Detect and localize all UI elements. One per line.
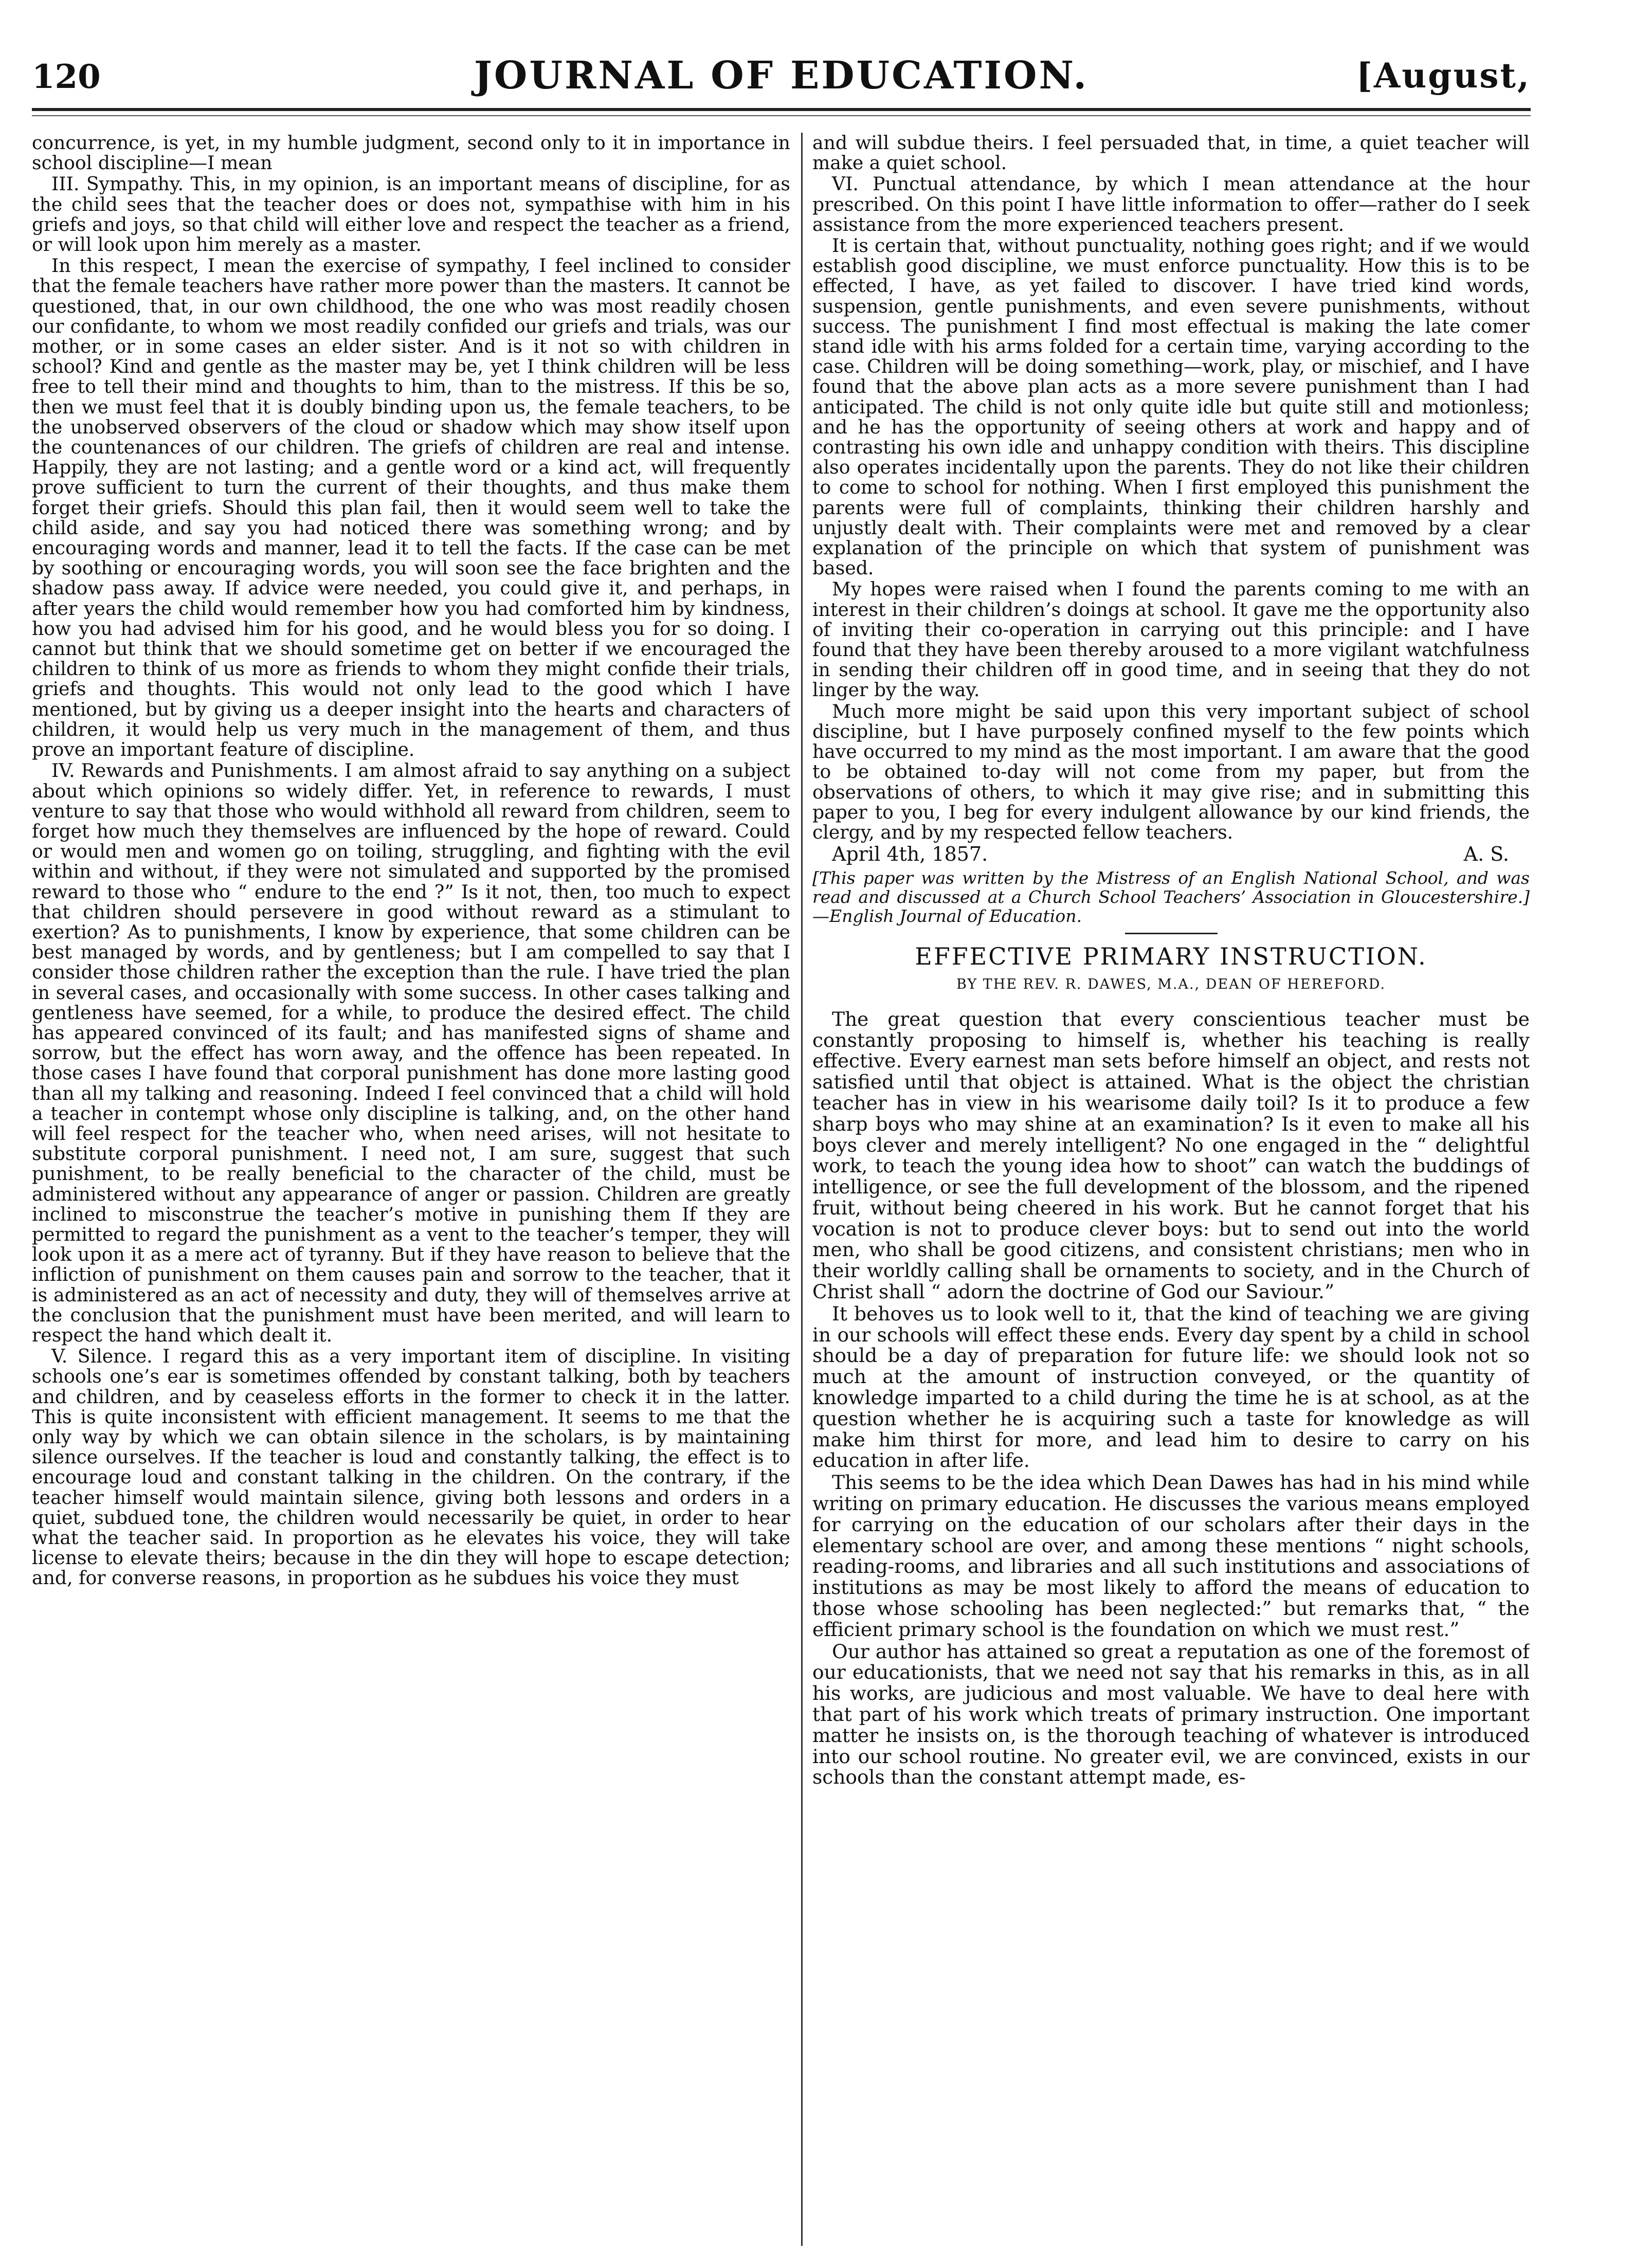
page-number: 120 bbox=[32, 58, 101, 96]
paragraph-silence: V. Silence. I regard this as a very important item of discipline. In visiting schools one’s ear is sometimes offended by constant talking, both by teachers and children, and by ceaseless efforts in the former to check it in the latter. This is quite inconsistent with efficient management. It seems to me that the only way by which we can obtain silence in the scholars, is by maintaining silence ourselves. If the teacher is loud and constantly talking, the effect is to encourage loud and constant talking in the children. On the contrary, if the teacher himself would maintain silence, giving both lessons and orders in a quiet, subdued tone, the children would necessarily be quiet, in order to hear what the teacher said. In proportion as he elevates his voice, they will take license to elevate theirs; because in the din they will hope to escape detection; and, for converse reasons, in proportion as he subdues his voice they must bbox=[32, 1345, 790, 1589]
page-header bbox=[32, 46, 1531, 103]
article-body bbox=[812, 1009, 1530, 1788]
letter-date: April 4th, 1857. bbox=[832, 843, 988, 866]
paragraph: My hopes were raised when I found the parents coming to me with an interest in their children’s doings at school. It gave me the opportunity also of inviting their co-operation in carrying out this principle: and I have found that they have been thereby aroused to a more vigilant watchfulness in sending their children off in good time, and in seeing that they do not linger by the way. bbox=[812, 578, 1530, 701]
paragraph-sympathy: III. Sympathy. This, in my opinion, is an important means of discipline, for as the child sees that the teacher does or does not, sympathise with him in his griefs and joys, so that child will either love and respect the teacher as a friend, or will look upon him merely as a master. bbox=[32, 173, 790, 256]
paragraph: Much more might be said upon this very important subject of school discipline, but I have purposely confined myself to the few points which have occurred to my mind as the most important. I am aware that the good to be obtained to-day will not come from my paper, but from the observations of others, to which it may give rise; and in submitting this paper to you, I beg for every indulgent allowance by our kind friends, the clergy, and by my respected fellow teachers. bbox=[812, 700, 1530, 843]
paragraph: It behoves us to look well to it, that the kind of teaching we are giving in our schools will effect these ends. Every day spent by a child in school should be a day of preparation for future life: we should look not so much at the amount of instruction conveyed, or the quantity of knowledge imparted to a child during the time he is at school, as at the question whether he is acquiring such a taste for knowledge as will make him thirst for more, and lead him to desire to carry on his education in after life. bbox=[812, 1302, 1530, 1472]
right-column bbox=[812, 133, 1530, 2246]
header-rule-thin bbox=[32, 115, 1531, 116]
journal-title: JOURNAL OF EDUCATION. bbox=[474, 53, 1089, 98]
left-column bbox=[32, 133, 790, 2246]
paragraph: and will subdue theirs. I feel persuaded that, in time, a quiet teacher will make a quiet school. bbox=[812, 133, 1530, 174]
column-divider bbox=[801, 133, 803, 2246]
editorial-note: [This paper was written by the Mistress of an English National School, and was read and discussed at a Church School Teachers’ Association in Gloucestershire.]—English Journal of Education. bbox=[812, 868, 1530, 927]
section-divider bbox=[1125, 933, 1218, 934]
issue-month: [August, bbox=[1356, 56, 1531, 96]
paragraph: Our author has attained so great a reputation as one of the foremost of our educationists, that we need not say that his remarks in this, as in all his works, are judicious and most valuable. We have to deal here with that part of his work which treats of primary instruction. One important matter he insists on, is the thorough teaching of whatever is introduced into our school routine. No greater evil, we are convinced, exists in our schools than the constant attempt made, es- bbox=[812, 1640, 1530, 1789]
paragraph: concurrence, is yet, in my humble judgment, second only to it in importance in school discipline—I mean bbox=[32, 133, 790, 174]
article-byline: BY THE REV. R. DAWES, M.A., DEAN OF HEREFORD. bbox=[956, 976, 1386, 992]
paragraph: It is certain that, without punctuality, nothing goes right; and if we would establish good discipline, we must enforce punctuality. How this is to be effected, I have, as yet failed to discover. I have tried kind words, suspension, gentle punishments, and even severe punishments, without success. The punishment I find most effectual is making the late comer stand idle with his arms folded for a certain time, varying according to the case. Children will be doing something—work, play, or mischief, and I have found that the above plan acts as a more severe punishment than I had anticipated. The child is not only quite idle but quite still and motionless; and he has the opportunity of seeing others at work and happy and of contrasting his own idle and unhappy condition with theirs. This discipline also operates incidentally upon the parents. They do not like their children to come to school for nothing. When I first employed this punishment the parents were full of complaints, thinking their children harshly and unjustly dealt with. Their complaints were met and removed by a clear explanation of the principle on which that system of punishment was based. bbox=[812, 234, 1530, 579]
paragraph-punctual-attendance: VI. Punctual attendance, by which I mean attendance at the hour prescribed. On this point I have little information to offer—rather do I seek assistance from the more experienced teachers present. bbox=[812, 173, 1530, 235]
author-signature: A. S. bbox=[1463, 843, 1509, 866]
paragraph-rewards-punishments: IV. Rewards and Punishments. I am almost afraid to say anything on a subject about which opinions so widely differ. Yet, in reference to rewards, I must venture to say that those who would withhold all reward from children, seem to forget how much they themselves are influenced by the hope of reward. Could or would men and women go on toiling, struggling, and fighting with the evil within and without, if they were not simulated and supported by the promised reward to those who “ endure to the end ?” Is it not, then, too much to expect that children should persevere in good without reward as a stimulant to exertion? As to punishments, I know by experience, that some children can be best managed by words, and by gentleness; but I am compelled to say that I consider those children rather the exception than the rule. I have tried the plan in several cases, and occasionally with some success. In other cases talking and gentleness have seemed, for a while, to produce the desired effect. The child has appeared convinced of its fault; and has manifested signs of shame and sorrow, but the effect has worn away, and the offence has been repeated. In those cases I have found that corporal punishment has done more lasting good than all my talking and reasoning. Indeed I feel convinced that a child will hold a teacher in contempt whose only discipline is talking, and, on the other hand will feel respect for the teacher who, when need arises, will not hesitate to substitute corporal punishment. I need not, I am sure, suggest that such punishment, to be really beneficial to the character of the child, must be administered without any appearance of anger or passion. Children are greatly inclined to misconstrue the teacher’s motive in punishing them If they are permitted to regard the punishment as a vent to the teacher’s temper, they will look upon it as a mere act of tyranny. But if they have reason to believe that the infliction of punishment on them causes pain and sorrow to the teacher, that it is administered as an act of necessity and duty, they will of themselves arrive at the conclusion that the punishment must have been merited, and will learn to respect the hand which dealt it. bbox=[32, 759, 790, 1346]
paragraph: In this respect, I mean the exercise of sympathy, I feel inclined to consider that the female teachers have rather more power than the masters. It cannot be questioned, that, in our own childhood, the one who was most readily chosen our confidante, to whom we most readily confided our griefs and trials, was our mother, or in some cases an elder sister. And is it not so with children in school? Kind and gentle as the master may be, yet I think children will be less free to tell their mind and thoughts to him, than to the mistress. If this be so, then we must feel that it is doubly binding upon us, the female teachers, to be the unobserved observers of the cloud or shadow which may show itself upon the countenances of our children. The griefs of children are real and intense. Happily, they are not lasting; and a gentle word or a kind act, will frequently prove sufficient to turn the current of their thoughts, and thus make them forget their griefs. Should this plan fail, then it would seem well to take the child aside, and say you had noticed there was something wrong; and by encouraging words and manner, lead it to tell the facts. If the case can be met by soothing or encouraging words, you will soon see the face brighten and the shadow pass away. If advice were needed, you could give it, and perhaps, in after years the child would remember how you had comforted him by kindness, how you had advised him for his good, and he would bless you for so doing. I cannot but think that we should sometime get on better if we encouraged the children to think of us more as friends to whom they might confide their trials, griefs and thoughts. This would not only lead to the good which I have mentioned, but by giving us a deeper insight into the hearts and characters of children, it would help us very much in the management of them, and thus prove an important feature of discipline. bbox=[32, 255, 790, 761]
paragraph: The great question that every conscientious teacher must be constantly proposing to himself is, whether his teaching is really effective. Every earnest man sets before himself an object, and rests not satisfied until that object is attained. What is the object the christian teacher has in view in his wearisome daily toil? Is it to produce a few sharp boys who may shine at an examination? Is it even to make all his boys clever and merely intelligent? No one engaged in the “ delightful work, to teach the young idea how to shoot” can watch the buddings of intelligence, or see the full development of the blossom, and the ripened fruit, without being cheered in his work. But he cannot forget that his vocation is not to produce clever boys: but to send out into the world men, who shall be good citizens, and consistent christians; men who in their worldly calling shall be ornaments to society, and in the Church of Christ shall “ adorn the doctrine of God our Saviour.” bbox=[812, 1007, 1530, 1303]
paragraph: This seems to be the idea which Dean Dawes has had in his mind while writing on primary education. He discusses the various means employed for carrying on the education of our scholars after their days in the elementary school are over, and among these mentions “ night schools, reading-rooms, and libraries and all such institutions and associations of institutions as may be most likely to afford the means of education to those whose schooling has been neglected:” but remarks that, “ the efficient primary school is the foundation on which we must rest.” bbox=[812, 1471, 1530, 1641]
article-title: EFFECTIVE PRIMARY INSTRUCTION. bbox=[915, 942, 1427, 971]
dateline bbox=[812, 844, 1530, 864]
header-rule bbox=[32, 108, 1531, 111]
